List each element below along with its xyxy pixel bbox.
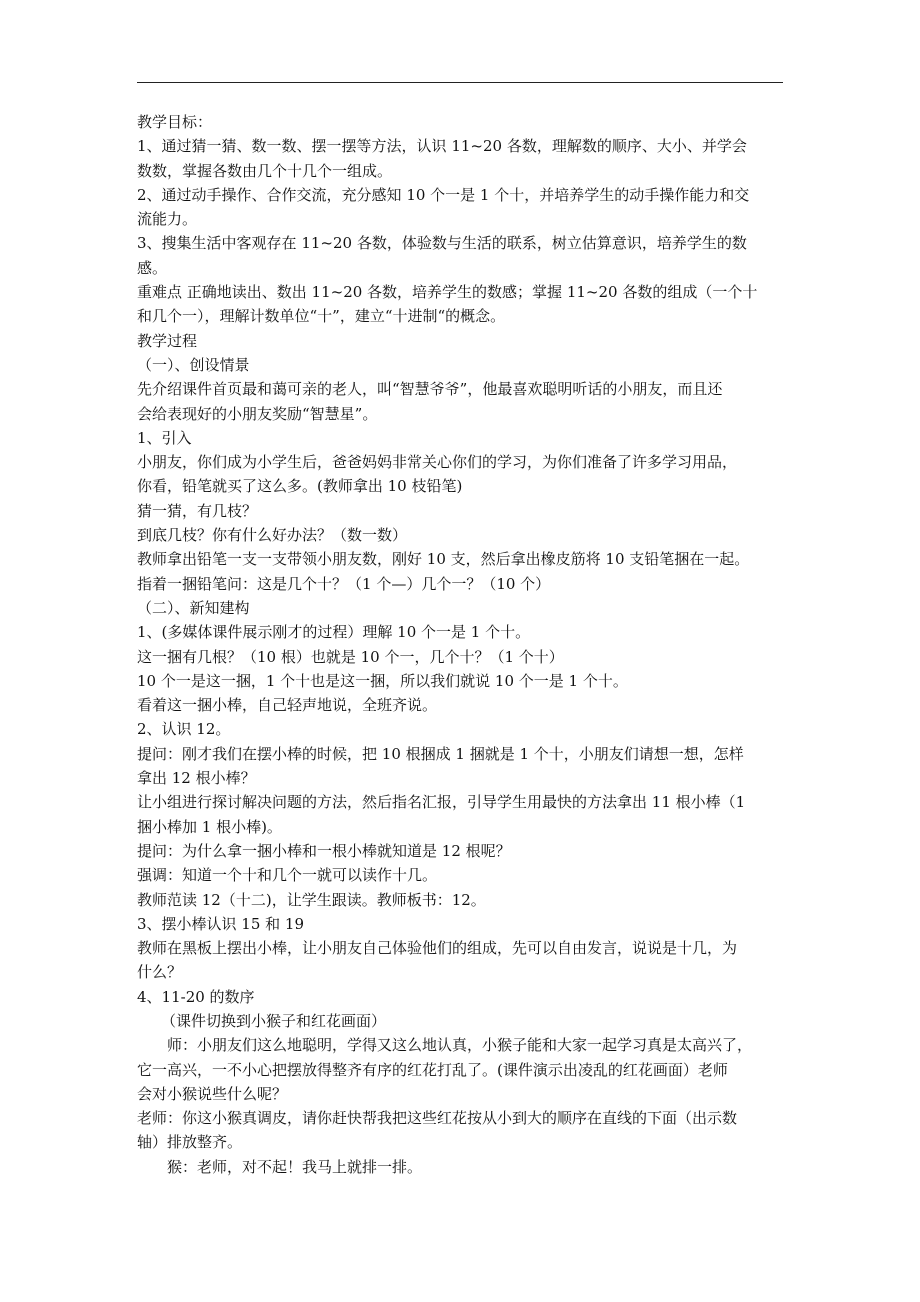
text-line: 猜一猜，有几枝？ — [137, 501, 258, 520]
text-line: 教师在黑板上摆出小棒，让小朋友自己体验他们的组成，先可以自由发言，说说是十几，为 — [137, 939, 738, 958]
text-line: 提问：为什么拿一捆小棒和一根小棒就知道是 12 根呢？ — [137, 841, 511, 860]
text-line: 10 个一是这一捆，1 个十也是这一捆，所以我们就说 10 个一是 1 个十。 — [137, 671, 628, 690]
document-body — [137, 110, 787, 1179]
text-line: 教师拿出铅笔一支一支带领小朋友数，刚好 10 支，然后拿出橡皮筋将 10 支铅笔捆在一起。 — [137, 550, 750, 569]
text-line: 4、11-20 的数序 — [137, 987, 255, 1006]
text-line: 看着这一捆小棒，自己轻声地说，全班齐说。 — [137, 696, 438, 715]
text-line: 3、搜集生活中客观存在 11~20 各数，体验数与生活的联系，树立估算意识，培养学生的数 — [137, 234, 747, 253]
text-line: 让小组进行探讨解决问题的方法，然后指名汇报，引导学生用最快的方法拿出 11 根小棒（1 — [137, 793, 746, 812]
text-line: 强调：知道一个十和几个一就可以读作十几。 — [137, 866, 438, 885]
text-line: 猴：老师，对不起！我马上就排一排。 — [167, 1157, 423, 1176]
header-rule — [137, 82, 783, 83]
text-line: 数数，掌握各数由几个十几个一组成。 — [137, 161, 393, 180]
text-line: 1、通过猜一猜、数一数、摆一摆等方法，认识 11~20 各数，理解数的顺序、大小、并学会 — [137, 137, 747, 156]
text-line: 指着一捆铅笔问：这是几个十？（1 个—）几个一？（10 个） — [137, 574, 551, 593]
text-line: 教师范读 12（十二)，让学生跟读。教师板书：12。 — [137, 890, 486, 909]
text-line: 重难点 正确地读出、数出 11~20 各数，培养学生的数感；掌握 11~20 各数的组成（一个十 — [137, 283, 758, 302]
text-line: 拿出 12 根小棒？ — [137, 769, 256, 788]
text-line: （课件切换到小猴子和红花画面） — [161, 1011, 387, 1030]
text-line: 3、摆小棒认识 15 和 19 — [137, 914, 305, 933]
text-line: 老师：你这小猴真调皮，请你赶快帮我把这些红花按从小到大的顺序在直线的下面（出示数 — [137, 1109, 738, 1128]
text-line: 小朋友，你们成为小学生后，爸爸妈妈非常关心你们的学习，为你们准备了许多学习用品， — [137, 453, 738, 472]
text-line: 教学目标： — [137, 113, 213, 131]
text-line: 这一捆有几根？（10 根）也就是 10 个一，几个十？（1 个十） — [137, 647, 564, 666]
text-line: 轴）排放整齐。 — [137, 1133, 243, 1152]
text-line: 捆小棒加 1 根小棒)。 — [137, 817, 282, 836]
text-line: 先介绍课件首页最和蔼可亲的老人，叫“智慧爷爷”，他最喜欢聪明听话的小朋友，而且还 — [137, 380, 723, 399]
text-line: 提问：刚才我们在摆小棒的时候，把 10 根捆成 1 捆就是 1 个十，小朋友们请想一想，怎样 — [137, 744, 744, 763]
text-line: 教学过程 — [137, 331, 198, 350]
text-line: 师：小朋友们这么地聪明，学得又这么地认真，小猴子能和大家一起学习真是太高兴了， — [167, 1036, 753, 1055]
text-line: （一）、创设情景 — [137, 355, 250, 374]
text-line: 会给表现好的小朋友奖励“智慧星”。 — [137, 404, 378, 423]
text-line: 1、引入 — [137, 428, 192, 447]
text-line: 1、(多媒体课件展示刚才的过程）理解 10 个一是 1 个十。 — [137, 623, 531, 642]
text-line: 和几个一），理解计数单位“十”，建立“十进制“的概念。 — [137, 307, 506, 326]
text-line: 会对小猴说些什么呢？ — [137, 1084, 288, 1103]
text-line: 什么？ — [137, 963, 183, 982]
text-line: 2、通过动手操作、合作交流，充分感知 10 个一是 1 个十，并培养学生的动手操作能力和交 — [137, 185, 750, 204]
text-line: 流能力。 — [137, 210, 198, 229]
text-line: （二）、新知建构 — [137, 598, 250, 617]
text-line: 你看，铅笔就买了这么多。(教师拿出 10 枝铅笔) — [137, 477, 463, 496]
text-line: 感。 — [137, 258, 168, 277]
text-line: 它一高兴，一不小心把摆放得整齐有序的红花打乱了。(课件演示出凌乱的红花画面）老师 — [137, 1060, 728, 1079]
text-line: 到底几枝？你有什么好办法？（数一数） — [137, 526, 408, 545]
text-line: 2、认识 12。 — [137, 720, 231, 739]
